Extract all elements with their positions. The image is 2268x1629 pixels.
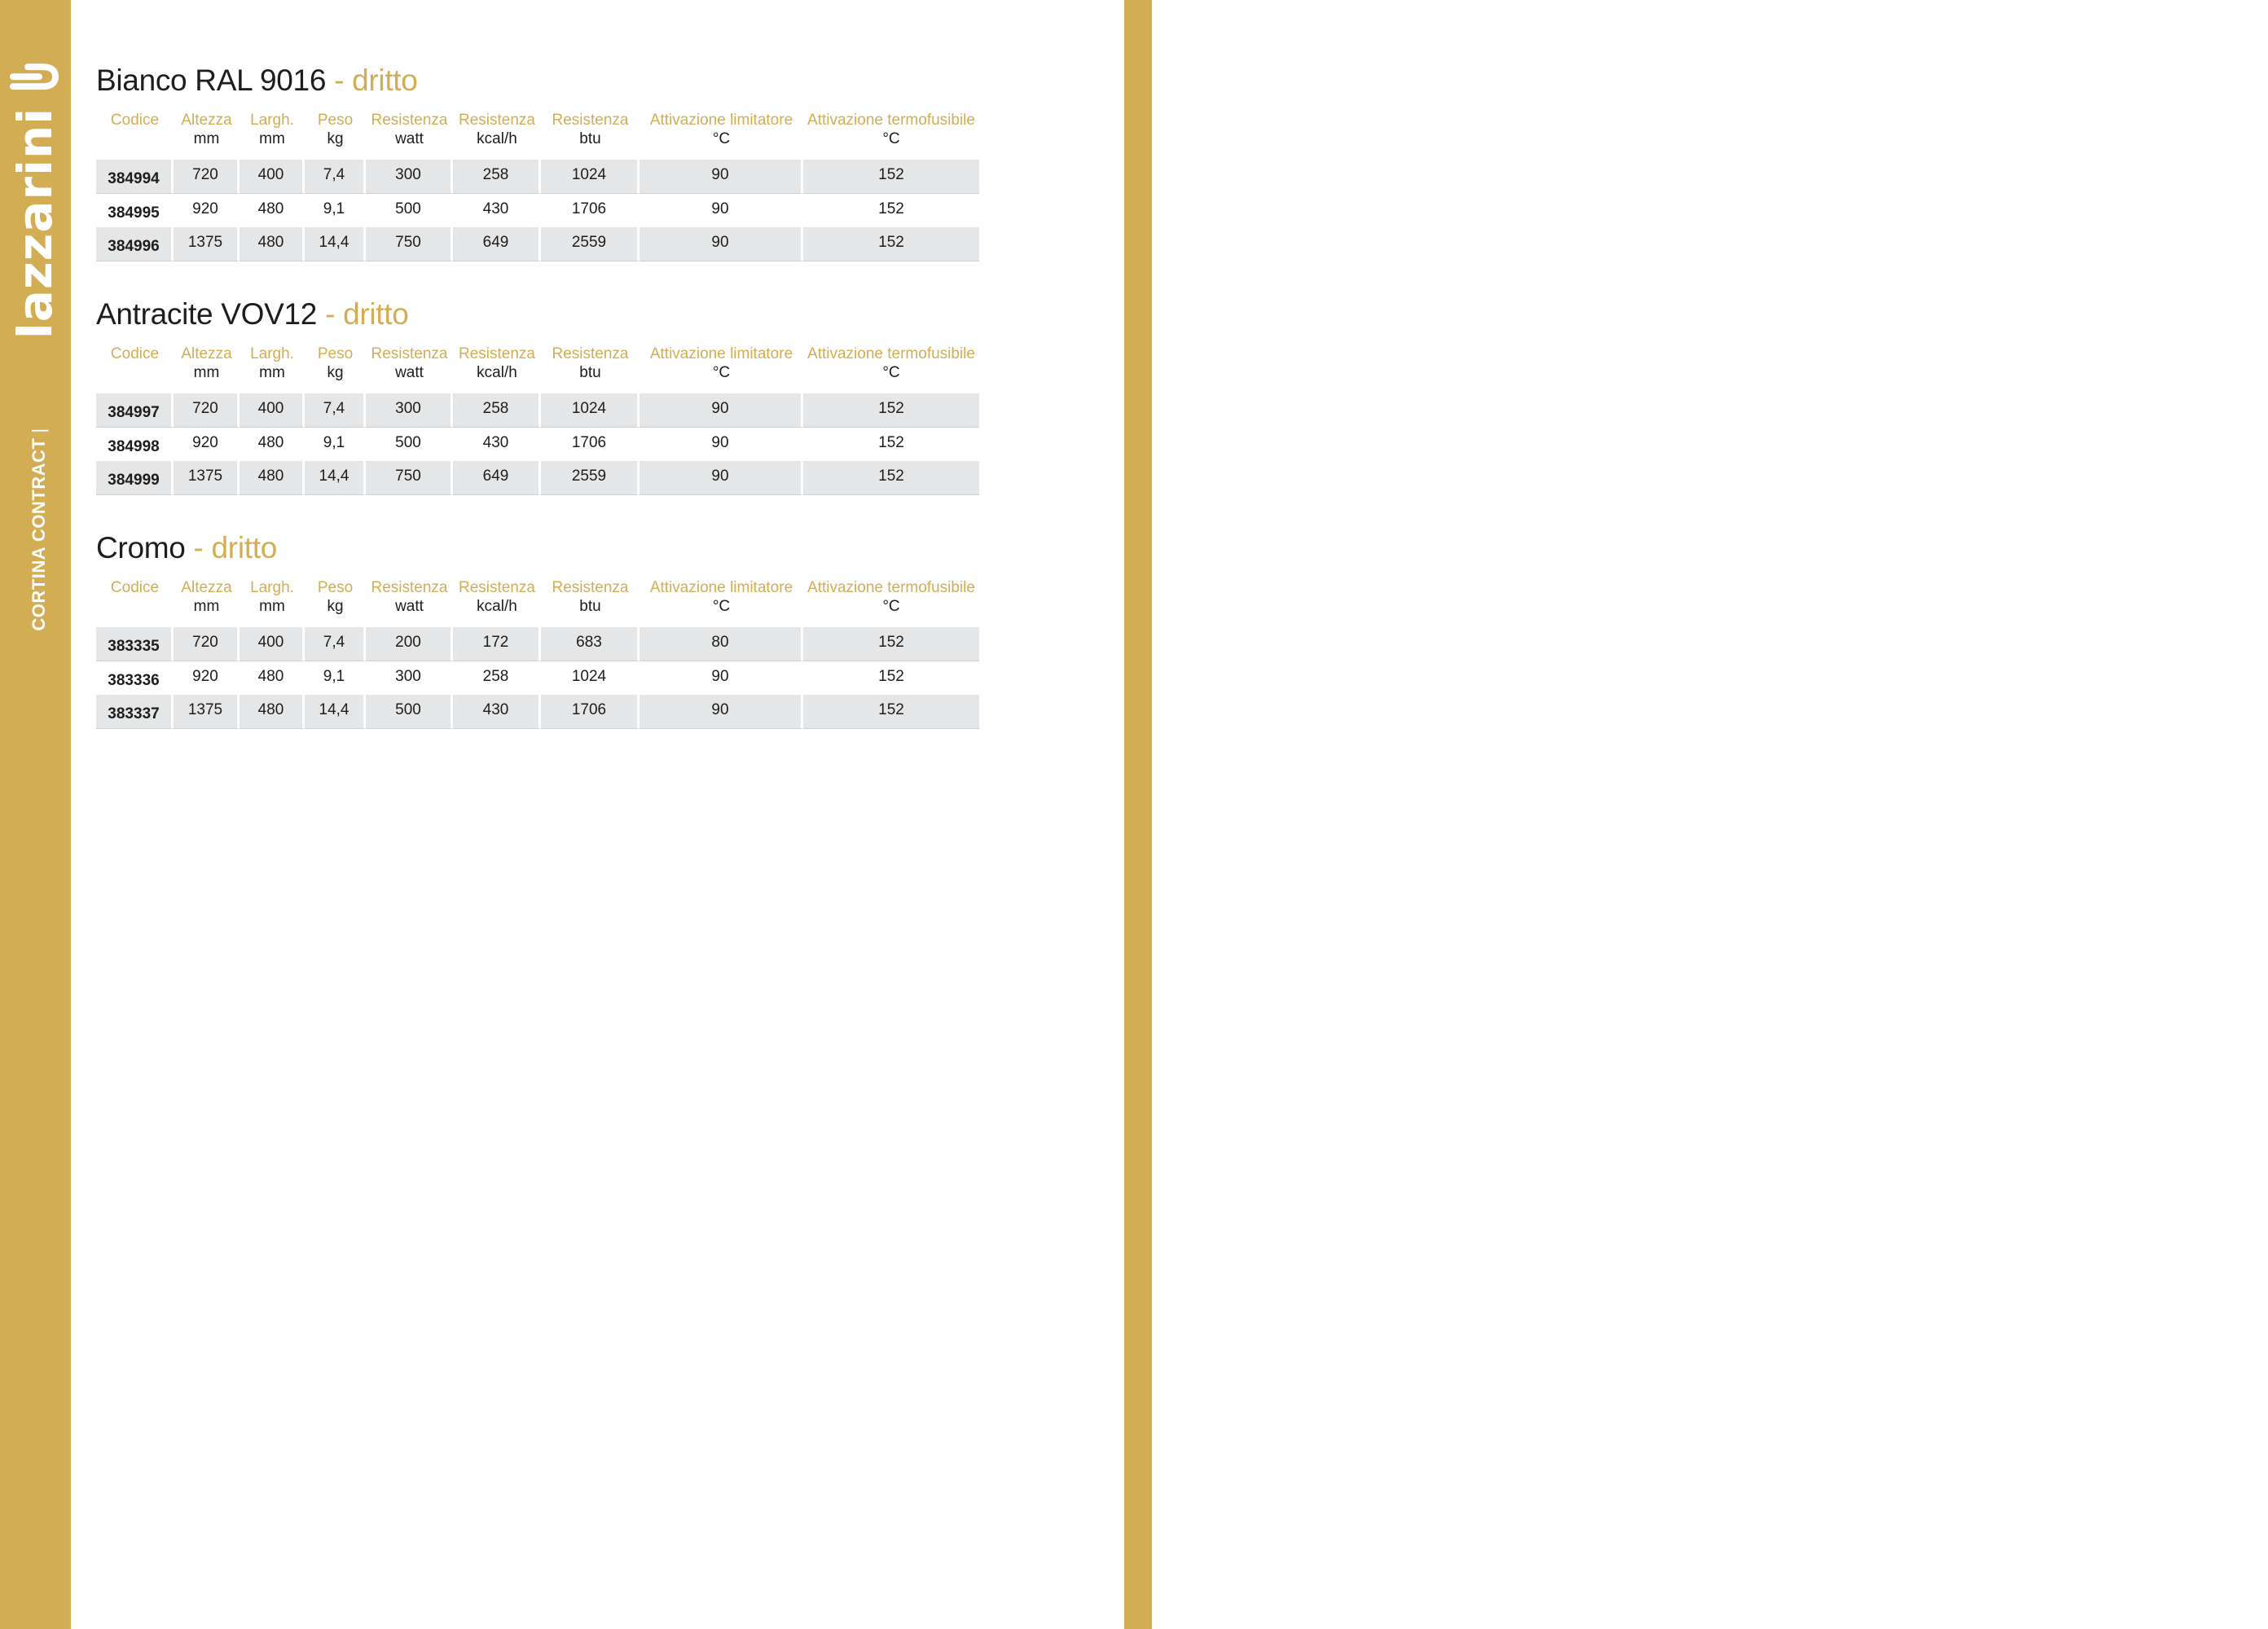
column-header <box>96 578 174 616</box>
column-unit: mm <box>193 130 220 147</box>
column-header <box>240 111 305 148</box>
brand-mark-icon <box>10 60 60 93</box>
table-cell: 90 <box>640 428 803 461</box>
table-cell: 430 <box>453 194 541 227</box>
table-cell: 90 <box>640 695 803 729</box>
table-cell: 14,4 <box>305 227 366 261</box>
table-cell: 430 <box>453 428 541 461</box>
column-unit: mm <box>259 364 285 381</box>
column-unit: kg <box>327 130 344 147</box>
product-code: 383336 <box>96 661 174 695</box>
column-label: Codice <box>110 579 160 596</box>
table-cell: 152 <box>803 428 979 461</box>
column-label: Attivazione termofusibile <box>807 579 975 596</box>
table-cell: 480 <box>240 461 305 495</box>
table-cell: 9,1 <box>305 194 366 227</box>
column-label: Peso <box>317 112 354 129</box>
section-bianco <box>96 64 984 261</box>
revision-label: Rev. 1 - 20-05-2021 <box>2258 1517 2268 1591</box>
product-code: 384995 <box>96 194 174 227</box>
table-cell: 90 <box>640 393 803 428</box>
product-code: 384998 <box>96 428 174 461</box>
column-header <box>541 111 640 148</box>
table-cell: 300 <box>366 393 453 428</box>
column-unit: °C <box>882 130 900 147</box>
column-unit: kg <box>327 364 344 381</box>
section-title: Bianco RAL 9016 - dritto <box>96 64 418 97</box>
column-header <box>96 345 174 382</box>
column-header <box>453 345 541 382</box>
table-cell: 480 <box>240 661 305 695</box>
column-header <box>640 578 803 616</box>
table-row <box>96 461 979 495</box>
table-cell: 430 <box>453 695 541 729</box>
table-cell: 683 <box>541 627 640 661</box>
table-cell: 649 <box>453 227 541 261</box>
table-row <box>96 661 979 695</box>
table-cell: 720 <box>174 393 240 428</box>
column-header <box>174 345 240 382</box>
column-header <box>240 345 305 382</box>
table-cell: 750 <box>366 461 453 495</box>
table-cell: 720 <box>174 627 240 661</box>
table-row <box>96 194 979 227</box>
right-band <box>1124 0 2268 1629</box>
column-unit: btu <box>579 598 601 615</box>
table-cell: 172 <box>453 627 541 661</box>
spec-table <box>96 111 979 261</box>
table-cell: 258 <box>453 160 541 194</box>
table-cell: 152 <box>803 461 979 495</box>
table-cell: 400 <box>240 627 305 661</box>
product-code: 383337 <box>96 695 174 729</box>
column-unit: kcal/h <box>477 598 517 615</box>
column-header <box>174 578 240 616</box>
column-header <box>541 578 640 616</box>
table-cell: 1706 <box>541 695 640 729</box>
table-cell: 14,4 <box>305 461 366 495</box>
table-cell: 258 <box>453 393 541 428</box>
column-header <box>366 345 453 382</box>
column-header <box>640 111 803 148</box>
column-header <box>366 578 453 616</box>
table-row <box>96 627 979 661</box>
table-cell: 480 <box>240 428 305 461</box>
column-label: Codice <box>110 345 160 362</box>
column-label: Largh. <box>250 345 294 362</box>
column-label: Resistenza <box>459 579 535 596</box>
column-label: Attivazione limitatore <box>649 579 793 596</box>
column-label: Altezza <box>181 345 232 362</box>
column-unit: mm <box>193 598 220 615</box>
section-antracite <box>96 297 984 495</box>
table-cell: 1024 <box>541 160 640 194</box>
brand-logo <box>7 60 63 339</box>
left-brand-band <box>0 0 71 1629</box>
column-unit: mm <box>259 130 285 147</box>
table-cell: 2559 <box>541 227 640 261</box>
table-cell: 920 <box>174 194 240 227</box>
table-cell: 300 <box>366 661 453 695</box>
table-cell: 1375 <box>174 461 240 495</box>
spec-table <box>96 345 979 495</box>
section-title: Antracite VOV12 - dritto <box>96 297 409 331</box>
header-row <box>96 345 979 382</box>
column-header <box>305 578 366 616</box>
column-unit: kg <box>327 598 344 615</box>
table-cell: 7,4 <box>305 393 366 428</box>
table-cell: 2559 <box>541 461 640 495</box>
table-cell: 480 <box>240 194 305 227</box>
table-cell: 90 <box>640 160 803 194</box>
table-cell: 80 <box>640 627 803 661</box>
column-unit: °C <box>712 130 731 147</box>
table-cell: 152 <box>803 194 979 227</box>
column-header <box>305 345 366 382</box>
collection-name: CORTINA CONTRACT| <box>29 428 49 631</box>
table-cell: 750 <box>366 227 453 261</box>
column-label: Largh. <box>250 112 294 129</box>
table-cell: 500 <box>366 428 453 461</box>
column-unit: btu <box>579 364 601 381</box>
table-cell: 500 <box>366 695 453 729</box>
column-header <box>174 111 240 148</box>
table-cell: 152 <box>803 661 979 695</box>
table-cell: 1375 <box>174 227 240 261</box>
table-cell: 649 <box>453 461 541 495</box>
column-unit: btu <box>579 130 601 147</box>
table-cell: 1024 <box>541 393 640 428</box>
table-cell: 920 <box>174 661 240 695</box>
table-cell: 90 <box>640 661 803 695</box>
table-cell: 90 <box>640 227 803 261</box>
table-row <box>96 393 979 428</box>
table-cell: 7,4 <box>305 160 366 194</box>
column-label: Peso <box>317 579 354 596</box>
table-cell: 1706 <box>541 194 640 227</box>
column-header <box>803 578 979 616</box>
column-label: Resistenza <box>459 345 535 362</box>
column-header <box>96 111 174 148</box>
column-unit: kcal/h <box>477 364 517 381</box>
column-unit: mm <box>193 364 220 381</box>
column-header <box>305 111 366 148</box>
brand-name: lazzarini <box>7 107 63 340</box>
table-cell: 7,4 <box>305 627 366 661</box>
table-cell: 258 <box>453 661 541 695</box>
table-cell: 920 <box>174 428 240 461</box>
column-unit: °C <box>712 364 731 381</box>
column-label: Attivazione limitatore <box>649 345 793 362</box>
table-cell: 90 <box>640 194 803 227</box>
spec-table <box>96 578 979 729</box>
table-row <box>96 227 979 261</box>
column-label: Resistenza <box>459 112 535 129</box>
table-cell: 152 <box>803 393 979 428</box>
column-unit: °C <box>882 364 900 381</box>
product-code: 384997 <box>96 393 174 428</box>
column-label: Attivazione termofusibile <box>807 112 975 129</box>
table-cell: 9,1 <box>305 661 366 695</box>
column-label: Altezza <box>181 112 232 129</box>
column-header <box>366 111 453 148</box>
column-header <box>453 578 541 616</box>
column-unit: watt <box>395 130 424 147</box>
column-unit: kcal/h <box>477 130 517 147</box>
table-row <box>96 160 979 194</box>
table-cell: 300 <box>366 160 453 194</box>
product-code: 384999 <box>96 461 174 495</box>
table-cell: 480 <box>240 695 305 729</box>
column-unit: °C <box>882 598 900 615</box>
column-label: Resistenza <box>552 112 629 129</box>
table-cell: 1375 <box>174 695 240 729</box>
column-label: Codice <box>110 112 160 129</box>
table-cell: 1706 <box>541 428 640 461</box>
column-header <box>541 345 640 382</box>
column-label: Altezza <box>181 579 232 596</box>
table-cell: 152 <box>803 695 979 729</box>
table-cell: 500 <box>366 194 453 227</box>
column-label: Resistenza <box>552 345 629 362</box>
product-code: 384996 <box>96 227 174 261</box>
column-header <box>803 111 979 148</box>
table-cell: 1024 <box>541 661 640 695</box>
table-cell: 152 <box>803 227 979 261</box>
table-cell: 152 <box>803 627 979 661</box>
table-cell: 9,1 <box>305 428 366 461</box>
header-row <box>96 578 979 616</box>
section-title: Cromo - dritto <box>96 531 277 564</box>
table-cell: 152 <box>803 160 979 194</box>
header-row <box>96 111 979 148</box>
column-header <box>803 345 979 382</box>
column-unit: °C <box>712 598 731 615</box>
column-header <box>640 345 803 382</box>
column-header <box>240 578 305 616</box>
table-row <box>96 428 979 461</box>
column-label: Peso <box>317 345 354 362</box>
table-cell: 720 <box>174 160 240 194</box>
column-label: Resistenza <box>371 112 448 129</box>
column-label: Resistenza <box>371 579 448 596</box>
column-label: Resistenza <box>371 345 448 362</box>
table-cell: 90 <box>640 461 803 495</box>
table-cell: 400 <box>240 160 305 194</box>
table-cell: 480 <box>240 227 305 261</box>
section-cromo <box>96 531 984 729</box>
column-header <box>453 111 541 148</box>
column-label: Attivazione limitatore <box>649 112 793 129</box>
column-label: Resistenza <box>552 579 629 596</box>
column-label: Attivazione termofusibile <box>807 345 975 362</box>
table-row <box>96 695 979 729</box>
column-label: Largh. <box>250 579 294 596</box>
table-cell: 200 <box>366 627 453 661</box>
table-cell: 400 <box>240 393 305 428</box>
column-unit: mm <box>259 598 285 615</box>
product-code: 384994 <box>96 160 174 194</box>
column-unit: watt <box>395 364 424 381</box>
table-cell: 14,4 <box>305 695 366 729</box>
product-code: 383335 <box>96 627 174 661</box>
column-unit: watt <box>395 598 424 615</box>
